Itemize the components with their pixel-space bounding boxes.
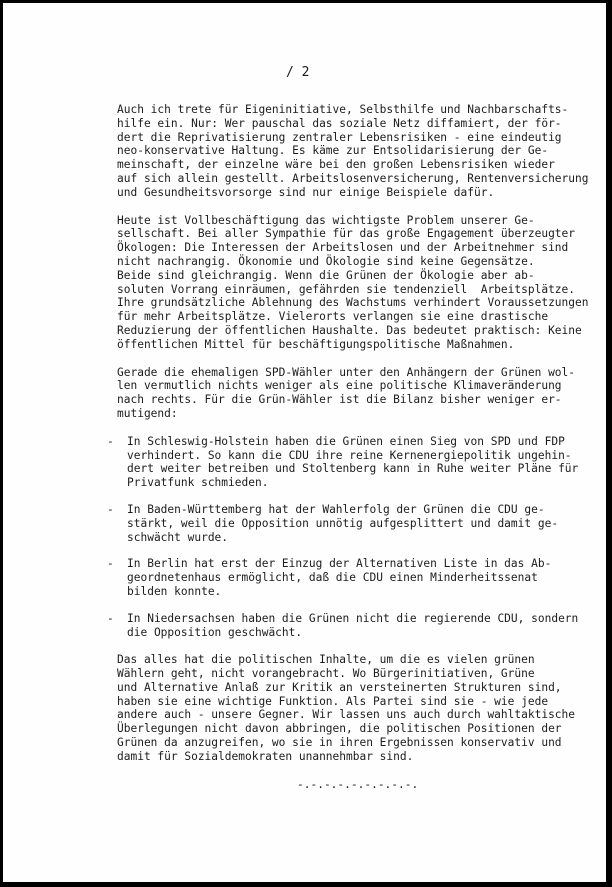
text-line: Grünen da anzugreifen, wo sie in ihren Ergebnissen konservativ und (117, 736, 562, 750)
bullet-item-baden-wuerttemberg (107, 502, 607, 544)
text-line: sellschaft. Bei aller Sympathie für das große Engagement überzeugter (117, 227, 576, 241)
text-line: In Baden-Württemberg hat der Wahlerfolg der Grünen die CDU ge- (127, 502, 545, 516)
text-line: In Berlin hat erst der Einzug der Alternativen Liste in das Ab- (127, 557, 552, 571)
text-line: Beide sind gleichrangig. Wenn die Grünen der Ökologie aber ab- (117, 268, 535, 282)
text-line: bilden konnte. (127, 584, 222, 598)
text-line: Privatfunk schmieden. (127, 476, 269, 490)
text-line: geordnetenhaus ermöglicht, daß die CDU einen Minderheitssenat (127, 571, 538, 585)
text-line: und Alternative Anlaß zur Kritik an versteinerten Strukturen sind, (117, 680, 562, 694)
text-line: stärkt, weil die Opposition unnötig aufgesplittert und damit ge- (127, 516, 559, 530)
paragraph-2 (117, 214, 607, 352)
bullet-list (107, 434, 607, 640)
bullet-dash: - (107, 557, 114, 571)
text-line: neo-konservative Haltung. Es käme zur Entsolidarisierung der Ge- (117, 144, 549, 158)
text-line: Überlegungen nicht davon abbringen, die politischen Positionen der (117, 722, 562, 736)
text-line: auf sich allein gestellt. Arbeitslosenversicherung, Rentenversicherung (117, 171, 589, 185)
text-line: Ihre grundsätzliche Ablehnung des Wachstums verhindert Voraussetzungen (117, 296, 589, 310)
text-line: In Schleswig-Holstein haben die Grünen einen Sieg von SPD und FDP (127, 434, 565, 448)
text-line: nach rechts. Für die Grün-Wähler ist die Bilanz bisher weniger er- (117, 393, 562, 407)
text-line: dert die Reprivatisierung zentraler Lebensrisiken - eine eindeutig (117, 130, 562, 144)
text-line: verhindert. So kann die CDU ihre reine Kernenergiepolitik ungehin- (127, 448, 572, 462)
end-mark: -.-.-.-.-.-.-.-.-. (297, 777, 419, 791)
text-line: schwächt wurde. (127, 530, 229, 544)
bullet-item-niedersachsen (107, 611, 607, 640)
text-line: In Niedersachsen haben die Grünen nicht die regierende CDU, sondern (127, 611, 579, 625)
text-line: für mehr Arbeitsplätze. Vielerorts verlangen sie eine drastische (117, 310, 549, 324)
text-line: nicht nachrangig. Ökonomie und Ökologie sind keine Gegensätze. (117, 254, 535, 268)
text-line: Heute ist Vollbeschäftigung das wichtigste Problem unserer Ge- (117, 213, 535, 227)
text-line: len vermutlich nichts weniger als eine politische Klimaveränderung (117, 379, 562, 393)
text-line: soluten Vorrang einräumen, gefährden sie tendenziell Arbeitsplätze. (117, 282, 576, 296)
closing-paragraph (117, 653, 607, 763)
document-body (107, 103, 607, 791)
text-line: damit für Sozialdemokraten unannehmbar sind. (117, 749, 414, 763)
text-line: Wählern geht, nicht vorangebracht. Wo Bürgerinitiativen, Grüne (117, 667, 535, 681)
page-number: / 2 (286, 65, 310, 80)
text-line: Auch ich trete für Eigeninitiative, Selbsthilfe und Nachbarschafts- (117, 103, 569, 116)
text-line: meinschaft, der einzelne wäre bei den großen Lebensrisiken wieder (117, 158, 555, 172)
paragraph-1 (117, 103, 607, 200)
text-line: Reduzierung der öffentlichen Haushalte. Das bedeutet praktisch: Keine (117, 323, 582, 337)
text-line: öffentlichen Mittel für beschäftigungspolitische Maßnahmen. (117, 337, 515, 351)
text-line: andere auch - unsere Gegner. Wir lassen uns auch durch wahltaktische (117, 708, 576, 722)
bullet-dash: - (107, 434, 114, 448)
text-line: haben sie eine wichtige Funktion. Als Partei sind sie - wie jede (117, 694, 549, 708)
text-line: Das alles hat die politischen Inhalte, um die es vielen grünen (117, 653, 535, 667)
text-line: die Opposition geschwächt. (127, 625, 303, 639)
text-line: und Gesundheitsvorsorge sind nur einige Beispiele dafür. (117, 185, 495, 199)
bullet-dash: - (107, 611, 114, 625)
text-line: Ökologen: Die Interessen der Arbeitslosen und der Arbeitnehmer sind (117, 241, 569, 255)
bullet-dash: - (107, 502, 114, 516)
text-line: dert weiter betreiben und Stoltenberg kann in Ruhe weiter Pläne für (127, 462, 579, 476)
text-line: Gerade die ehemaligen SPD-Wähler unter den Anhängern der Grünen wol- (117, 365, 576, 379)
text-line: hilfe ein. Nur: Wer pauschal das soziale Netz diffamiert, der för- (117, 116, 562, 130)
bullet-item-berlin (107, 557, 607, 598)
bullet-item-schleswig-holstein (107, 434, 607, 490)
document-page (3, 3, 606, 882)
paragraph-3 (117, 366, 607, 421)
text-line: mutigend: (117, 406, 178, 420)
